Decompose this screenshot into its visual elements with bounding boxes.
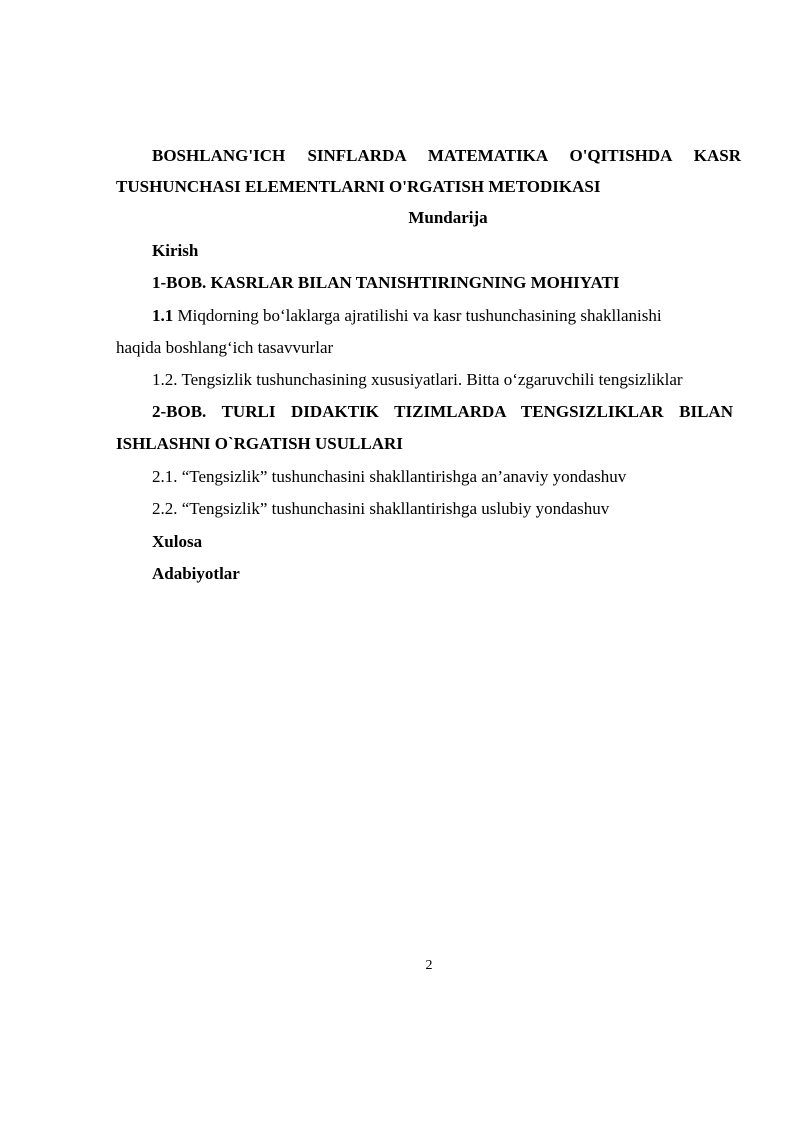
toc-item-section-1-1 <box>152 305 662 327</box>
toc-item-chapter-1: 1-BOB. KASRLAR BILAN TANISHTIRINGNING MOHIYATI <box>152 273 620 292</box>
section-number: 1.1 <box>152 306 174 325</box>
document-title-line-1: BOSHLANG'ICH SINFLARDA MATEMATIKA O'QITISHDA KASR <box>152 146 741 165</box>
toc-item-chapter-2-line-2: ISHLASHNI O`RGATISH USULLARI <box>116 434 403 453</box>
toc-item-chapter-2-line-1: 2-BOB. TURLI DIDAKTIK TIZIMLARDA TENGSIZLIKLAR BILAN <box>152 402 733 421</box>
toc-item-conclusion: Xulosa <box>152 532 203 551</box>
toc-item-section-2-1: 2.1. “Tengsizlik” tushunchasini shakllantirishga an’anaviy yondashuv <box>152 467 627 486</box>
toc-item-section-2-2: 2.2. “Tengsizlik” tushunchasini shakllantirishga uslubiy yondashuv <box>152 499 610 518</box>
section-text: Miqdorning bo‘laklarga ajratilishi va kasr tushunchasining shakllanishi <box>173 306 662 325</box>
toc-item-section-1-2: 1.2. Tengsizlik tushunchasining xususiyatlari. Bitta o‘zgaruvchili tengsizliklar <box>152 370 683 389</box>
toc-item-references: Adabiyotlar <box>152 564 240 583</box>
page-number: 2 <box>425 958 433 973</box>
toc-heading: Mundarija <box>408 208 488 227</box>
document-title-line-2: TUSHUNCHASI ELEMENTLARNI O'RGATISH METODIKASI <box>116 177 601 196</box>
toc-item-intro: Kirish <box>152 241 199 260</box>
toc-item-section-1-1-continuation: haqida boshlang‘ich tasavvurlar <box>116 338 334 357</box>
